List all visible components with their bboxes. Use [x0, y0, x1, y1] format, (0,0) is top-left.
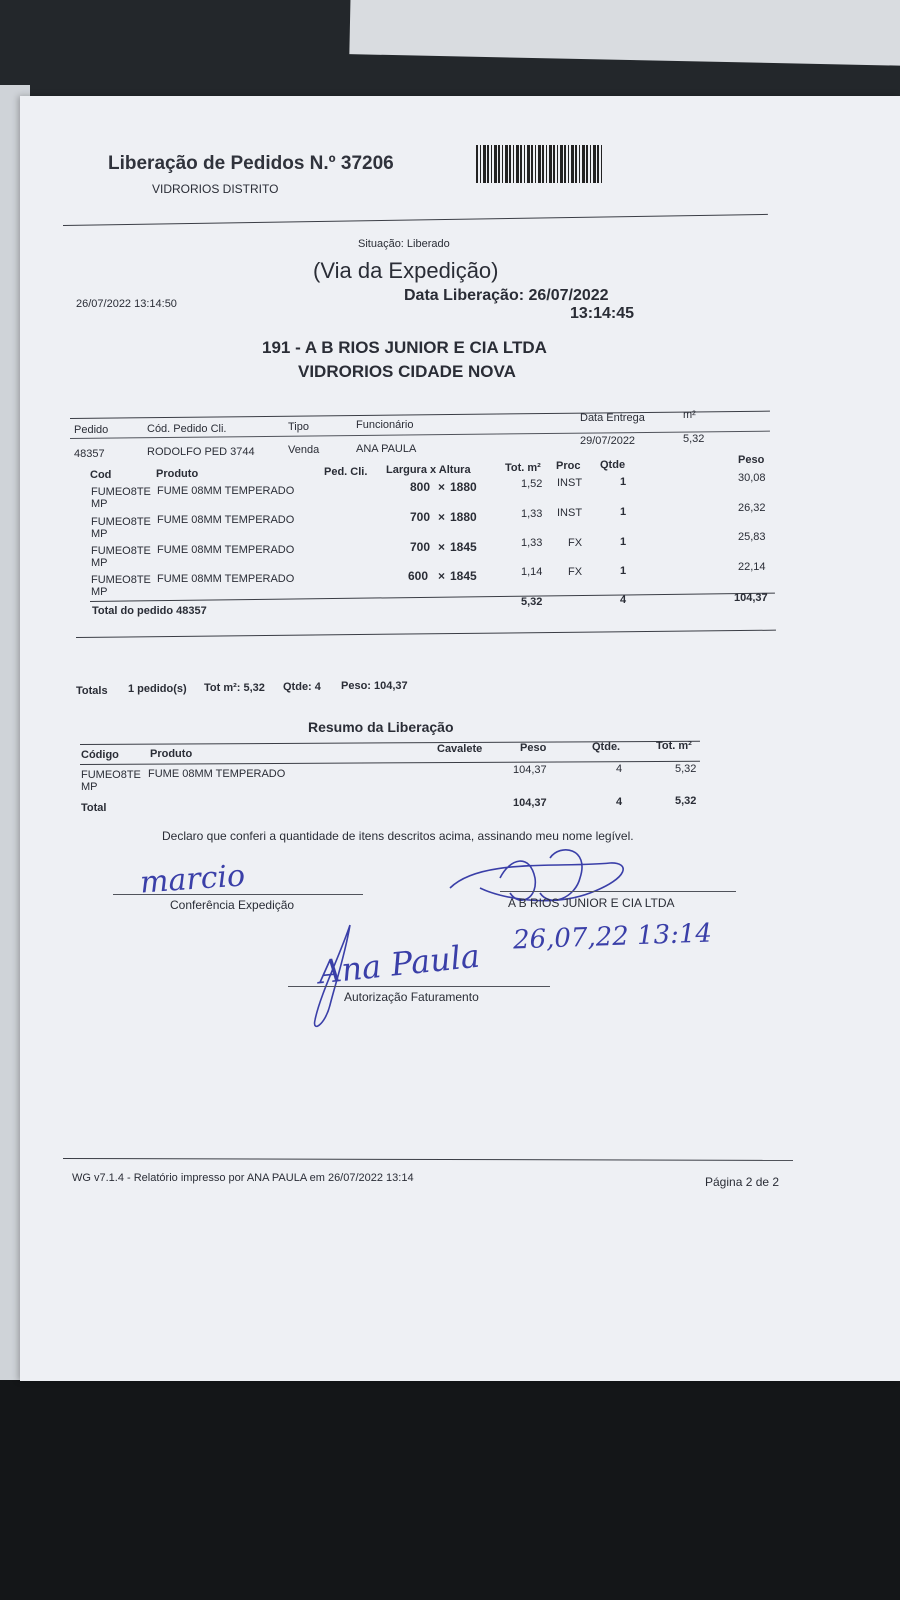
- row-tot-m2: 1,33: [521, 508, 543, 520]
- col-ped-cli: Ped. Cli.: [324, 466, 368, 478]
- summary-col-cavalete: Cavalete: [437, 743, 483, 755]
- row-peso: 22,14: [738, 561, 766, 573]
- footer-printed-by: WG v7.1.4 - Relatório impresso por ANA PAULA em 26/07/2022 13:14: [72, 1172, 414, 1184]
- row-largura: 600: [408, 569, 429, 583]
- col-data-entrega: Data Entrega: [580, 412, 645, 424]
- row-produto: FUME 08MM TEMPERADO: [157, 544, 295, 556]
- summary-col-qtde: Qtde.: [592, 741, 621, 753]
- summary-col-produto: Produto: [150, 748, 193, 760]
- row-altura: 1880: [450, 510, 477, 524]
- row-produto: FUME 08MM TEMPERADO: [157, 514, 295, 526]
- row-largura: 700: [410, 540, 431, 554]
- row-qtde: 1: [620, 476, 627, 488]
- row-cod: FUMEO8TE: [91, 574, 151, 586]
- order-number: 48357: [74, 448, 105, 460]
- document-title: Liberação de Pedidos N.º 37206: [108, 153, 394, 174]
- order-total-peso: 104,37: [734, 592, 768, 604]
- totals-peso: Peso: 104,37: [341, 680, 408, 692]
- col-funcionario: Funcionário: [356, 419, 414, 431]
- row-qtde: 1: [620, 565, 627, 577]
- col-cod-pedido-cli: Cód. Pedido Cli.: [147, 423, 227, 435]
- summary-total-label: Total: [81, 802, 107, 814]
- row-proc: FX: [568, 566, 583, 578]
- summary-total-m2: 5,32: [675, 795, 697, 807]
- declaration-text: Declaro que conferi a quantidade de itens descritos acima, assinando meu nome legível.: [162, 829, 634, 843]
- row-cod: FUMEO8TE: [91, 486, 151, 498]
- order-total-qtde: 4: [620, 594, 627, 606]
- totals-m2: Tot m²: 5,32: [204, 682, 265, 694]
- col-peso: Peso: [738, 454, 765, 466]
- summary-codigo-suffix: MP: [81, 781, 98, 793]
- row-tot-m2: 1,14: [521, 566, 543, 578]
- times-sign: ×: [438, 540, 446, 554]
- col-pedido: Pedido: [74, 424, 109, 436]
- col-m2: m²: [683, 409, 696, 421]
- row-cod-suffix: MP: [91, 557, 108, 569]
- row-tot-m2: 1,52: [521, 478, 543, 490]
- row-largura: 800: [410, 480, 431, 494]
- row-proc: INST: [557, 507, 583, 519]
- employee-name: ANA PAULA: [356, 443, 417, 455]
- client-order-code: RODOLFO PED 3744: [147, 446, 255, 458]
- row-produto: FUME 08MM TEMPERADO: [157, 485, 295, 497]
- print-datetime: 26/07/2022 13:14:50: [76, 298, 177, 310]
- row-qtde: 1: [620, 536, 627, 548]
- signature-client: [440, 838, 640, 928]
- summary-qtde: 4: [616, 763, 623, 775]
- autorizacao-label: Autorização Faturamento: [344, 990, 479, 1004]
- col-cod: Cod: [90, 469, 112, 481]
- summary-col-tot-m2: Tot. m²: [656, 740, 692, 752]
- col-produto: Produto: [156, 468, 199, 480]
- signature-line: [113, 894, 363, 895]
- row-peso: 26,32: [738, 502, 766, 514]
- handwritten-date: 26,07,22 13:14: [512, 918, 713, 956]
- totals-pedidos: 1 pedido(s): [128, 683, 187, 695]
- times-sign: ×: [438, 569, 446, 583]
- col-tipo: Tipo: [288, 421, 309, 433]
- row-tot-m2: 1,33: [521, 537, 543, 549]
- row-qtde: 1: [620, 506, 627, 518]
- desk-foreground: [0, 1380, 900, 1600]
- summary-produto: FUME 08MM TEMPERADO: [148, 768, 286, 780]
- row-peso: 25,83: [738, 531, 766, 543]
- row-produto: FUME 08MM TEMPERADO: [157, 573, 295, 585]
- col-tot-m2: Tot. m²: [505, 462, 541, 474]
- col-qtde: Qtde: [600, 459, 626, 471]
- row-cod-suffix: MP: [91, 498, 108, 510]
- order-total-label: Total do pedido 48357: [92, 605, 207, 617]
- row-altura: 1845: [450, 540, 477, 554]
- delivery-date: 29/07/2022: [580, 435, 636, 447]
- store-name: VIDRORIOS CIDADE NOVA: [298, 362, 516, 381]
- client-signature-label: A B RIOS JUNIOR E CIA LTDA: [508, 896, 675, 910]
- conferencia-label: Conferência Expedição: [170, 898, 295, 912]
- order-total-m2: 5,32: [521, 596, 543, 608]
- barcode-icon: [476, 145, 602, 183]
- row-peso: 30,08: [738, 472, 766, 484]
- summary-total-qtde: 4: [616, 796, 623, 808]
- copy-type: (Via da Expedição): [313, 258, 499, 283]
- release-time: 13:14:45: [570, 305, 635, 322]
- page-number: Página 2 de 2: [705, 1175, 780, 1189]
- row-cod: FUMEO8TE: [91, 516, 151, 528]
- summary-total-peso: 104,37: [513, 797, 547, 809]
- client-name: 191 - A B RIOS JUNIOR E CIA LTDA: [262, 338, 547, 357]
- row-proc: FX: [568, 537, 583, 549]
- summary-title: Resumo da Liberação: [308, 719, 454, 735]
- summary-peso: 104,37: [513, 764, 547, 776]
- row-proc: INST: [557, 477, 583, 489]
- summary-col-peso: Peso: [520, 742, 547, 754]
- status-text: Situação: Liberado: [358, 238, 450, 250]
- col-proc: Proc: [556, 460, 581, 472]
- row-cod: FUMEO8TE: [91, 545, 151, 557]
- summary-tot-m2: 5,32: [675, 763, 697, 775]
- signature-conferencia: marcio: [138, 858, 247, 901]
- signature-autorizacao: Ana Paula: [316, 936, 482, 992]
- times-sign: ×: [438, 510, 446, 524]
- signature-line: [500, 891, 736, 892]
- totals-qtde: Qtde: 4: [283, 681, 321, 693]
- row-altura: 1880: [450, 480, 477, 494]
- company-name: VIDRORIOS DISTRITO: [152, 182, 279, 196]
- release-date: Data Liberação: 26/07/2022: [404, 287, 609, 304]
- col-largura-altura: Largura x Altura: [386, 464, 471, 476]
- row-cod-suffix: MP: [91, 528, 108, 540]
- order-type: Venda: [288, 444, 320, 456]
- signature-line: [288, 986, 550, 987]
- row-cod-suffix: MP: [91, 586, 108, 598]
- times-sign: ×: [438, 480, 446, 494]
- order-m2: 5,32: [683, 433, 705, 445]
- row-altura: 1845: [450, 569, 477, 583]
- summary-col-codigo: Código: [81, 749, 119, 761]
- row-largura: 700: [410, 510, 431, 524]
- summary-codigo: FUMEO8TE: [81, 769, 141, 781]
- signature-flourish: [300, 915, 360, 1035]
- totals-label: Totals: [76, 685, 108, 697]
